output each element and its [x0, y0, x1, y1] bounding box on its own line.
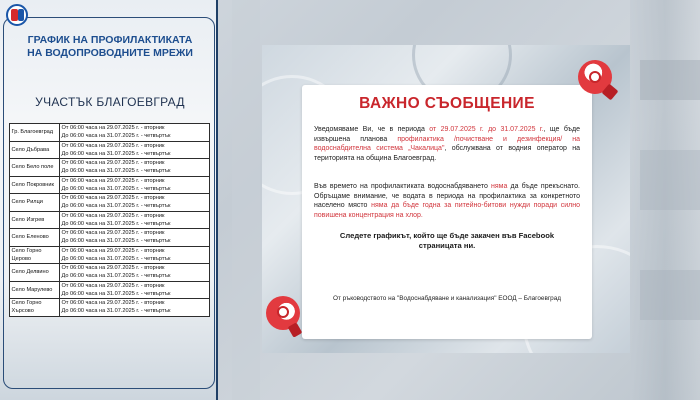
table-row [10, 281, 210, 299]
location-cell: Село Изгрев [10, 211, 60, 229]
location-cell: Село Дъбрава [10, 141, 60, 159]
period-cell [60, 246, 210, 264]
notice-paragraph-2 [314, 182, 580, 220]
location-cell: Село Бело поле [10, 159, 60, 177]
period-to: До 06:00 часа на 31.07.2025 г. - четвъртък [61, 185, 171, 192]
table-row [10, 264, 210, 282]
period-cell [60, 211, 210, 229]
period-to: До 06:00 часа на 31.07.2025 г. - четвъртък [61, 290, 171, 297]
period-from: От 06:00 часа на 29.07.2025 г. - вторник [61, 125, 165, 132]
text: да бъде прекъснато. Обръщаме внимание, че водата в периода на профилактика за конкретното населено място [314, 183, 580, 210]
period-from: От 06:00 часа на 29.07.2025 г. - вторник [61, 247, 165, 254]
period-to: До 06:00 часа на 31.07.2025 г. - четвъртък [61, 168, 171, 175]
period-cell [60, 299, 210, 317]
vik-logo-icon [6, 4, 28, 26]
text: Във времето на профилактиката водоснабдяването [314, 183, 491, 190]
period-to: До 06:00 часа на 31.07.2025 г. - четвъртък [61, 308, 171, 315]
text: Уведомяваме Ви, че в периода [314, 126, 430, 133]
period-from: От 06:00 часа на 29.07.2025 г. - вторник [61, 282, 165, 289]
schedule-panel [0, 0, 218, 400]
table-row [10, 246, 210, 264]
highlight-dates: от 29.07.2025 г. до 31.07.2025 г. [429, 126, 544, 133]
highlight-text: няма да бъде годна за питейно-битови нужди поради силно повишена концентрация на хлор. [314, 202, 580, 219]
text: , обслужвана от водния оператор на територията на община Благоевград. [314, 145, 580, 162]
period-cell [60, 159, 210, 177]
period-to: До 06:00 часа на 31.07.2025 г. - четвъртък [61, 150, 171, 157]
table-row [10, 194, 210, 212]
megaphone-icon [260, 290, 308, 340]
notice-paragraph-1 [314, 125, 580, 163]
period-cell [60, 281, 210, 299]
notice-paragraph-3: Следете графикът, който ще бъде закачен във Facebook страницата ни. [339, 231, 555, 251]
period-from: От 06:00 часа на 29.07.2025 г. - вторник [61, 212, 165, 219]
table-row [10, 176, 210, 194]
period-cell [60, 194, 210, 212]
notice-card [302, 85, 592, 339]
period-cell [60, 141, 210, 159]
period-to: До 06:00 часа на 31.07.2025 г. - четвъртък [61, 203, 171, 210]
table-row [10, 124, 210, 142]
background-blur-block [640, 270, 700, 320]
period-cell [60, 264, 210, 282]
period-from: От 06:00 часа на 29.07.2025 г. - вторник [61, 300, 165, 307]
notice-title: ВАЖНО СЪОБЩЕНИЕ [359, 95, 535, 112]
period-from: От 06:00 часа на 29.07.2025 г. - вторник [61, 142, 165, 149]
location-cell: Село Покровник [10, 176, 60, 194]
location-cell: Село Делвино [10, 264, 60, 282]
location-cell: Село Горно Церово [10, 246, 60, 264]
section-title: УЧАСТЪК БЛАГОЕВГРАД [35, 95, 185, 109]
location-cell: Село Марулево [10, 281, 60, 299]
period-from: От 06:00 часа на 29.07.2025 г. - вторник [61, 230, 165, 237]
background-blur [232, 0, 260, 400]
location-cell: Село Еленово [10, 229, 60, 247]
schedule-table [9, 123, 210, 317]
megaphone-icon [570, 52, 620, 102]
highlight-text: профилактика /почистване и дезинфекция/ на водоснабдителна система „Чакалица" [314, 135, 580, 153]
period-from: От 06:00 часа на 29.07.2025 г. - вторник [61, 177, 165, 184]
period-to: До 06:00 часа на 31.07.2025 г. - четвъртък [61, 133, 171, 140]
location-cell: Гр. Благоевград [10, 124, 60, 142]
period-from: От 06:00 часа на 29.07.2025 г. - вторник [61, 265, 165, 272]
period-from: От 06:00 часа на 29.07.2025 г. - вторник [61, 160, 165, 167]
table-row [10, 299, 210, 317]
period-from: От 06:00 часа на 29.07.2025 г. - вторник [61, 195, 165, 202]
location-cell: Село Рилци [10, 194, 60, 212]
highlight-text: няма [490, 183, 508, 190]
period-to: До 06:00 часа на 31.07.2025 г. - четвъртък [61, 220, 171, 227]
schedule-title: ГРАФИК НА ПРОФИЛАКТИКАТА НА ВОДОПРОВОДНИТЕ МРЕЖИ [27, 34, 193, 59]
period-to: До 06:00 часа на 31.07.2025 г. - четвъртък [61, 255, 171, 262]
table-row [10, 159, 210, 177]
period-to: До 06:00 часа на 31.07.2025 г. - четвъртък [61, 273, 171, 280]
period-cell [60, 176, 210, 194]
background-blur-block [640, 60, 700, 100]
text: , ще бъде извършена планова [314, 126, 580, 143]
notice-signature: От ръководството на "Водоснабдяване и канализация" ЕООД – Благоевград [332, 295, 562, 302]
period-cell [60, 124, 210, 142]
period-to: До 06:00 часа на 31.07.2025 г. - четвъртък [61, 238, 171, 245]
period-cell [60, 229, 210, 247]
table-row [10, 211, 210, 229]
location-cell: Село Горно Хърсово [10, 299, 60, 317]
table-row [10, 141, 210, 159]
table-row [10, 229, 210, 247]
background-blur-block [640, 150, 700, 210]
